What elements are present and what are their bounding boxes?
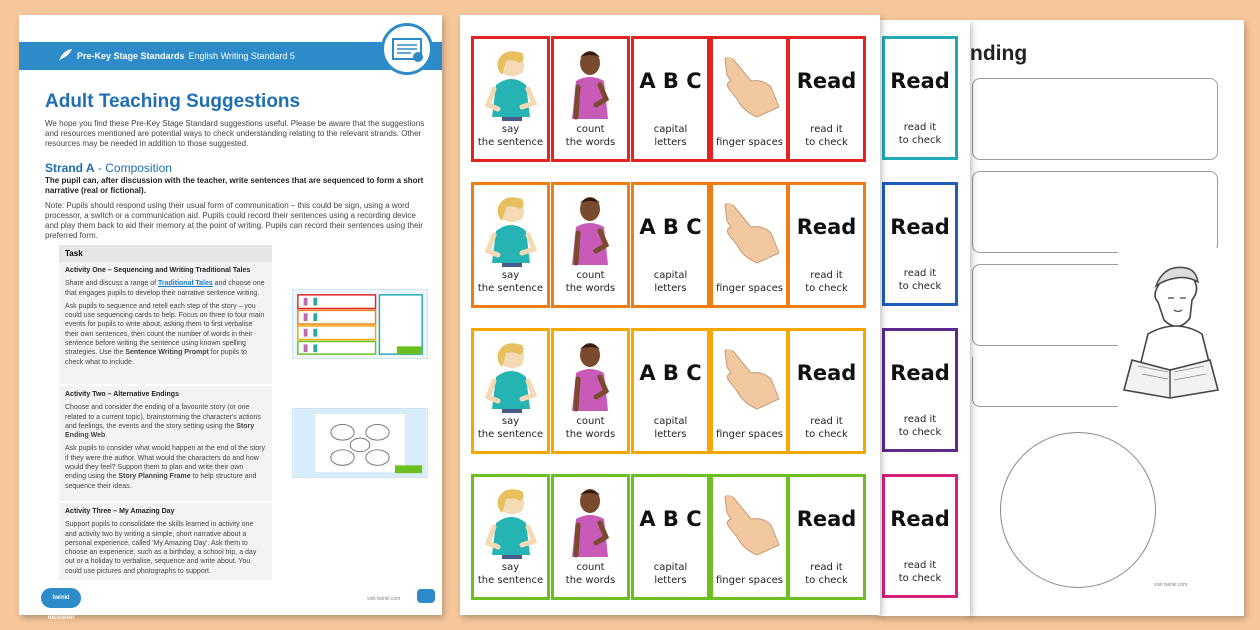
capital-letters-card (631, 36, 710, 162)
read-card-heading: Read (890, 361, 950, 385)
read-card (882, 182, 958, 306)
intro-paragraph: We hope you find these Pre-Key Stage Standard suggestions useful. Please be aware that the suggestions and resources mentioned are potential ways to check understanding relating to the relevant strands. Other resources may be needed in addition to those suggested. (45, 119, 425, 148)
count-card (551, 36, 630, 162)
capital-letters-card-heading: A B C (639, 507, 702, 531)
boy-counting-icon (554, 191, 627, 267)
read-card-heading: Read (890, 215, 950, 239)
note-paragraph: Note: Pupils should respond using their usual form of communication – this could be sign, using a word processor, a switch or a communication aid. Pupils could record their sentences using a recording device and play them back to aid their memory at the point of writing. Pupils can record their sentences using their preferred form. (45, 201, 423, 240)
header-standard-subject: English Writing Standard 5 (188, 51, 295, 61)
writing-badge-icon (381, 23, 433, 75)
finger-spaces-card-label: finger spaces (716, 575, 783, 586)
finger-spaces-card-label: finger spaces (716, 283, 783, 294)
count-card-label: count the words (565, 124, 616, 148)
read-card-label: read it to check (898, 122, 942, 146)
count-card-label: count the words (565, 416, 616, 440)
say-card-label: say the sentence (477, 124, 544, 148)
story-ending-web-thumbnail (292, 408, 428, 478)
finger-spaces-card-label: finger spaces (716, 137, 783, 148)
header-standard-name: Pre-Key Stage Standards (77, 51, 185, 61)
capital-letters-card (631, 328, 710, 454)
boy-counting-icon (554, 337, 627, 413)
activity-two-text-1 (65, 403, 266, 440)
girl-speaking-icon (474, 45, 547, 121)
activity-one (59, 262, 272, 384)
read-card-heading: Read (890, 69, 950, 93)
read-card-label: read it to check (805, 416, 848, 440)
activity-two-text-1a: Choose and consider the ending of a favourite story (or one related to a current topic), brainstorming the character's actions and feelings, the events and the story setting using the (65, 404, 261, 430)
read-card-label: read it to check (898, 560, 942, 584)
read-card-label: read it to check (805, 270, 848, 294)
activity-one-text-1a: Share and discuss a range of (65, 280, 159, 288)
activity-three-text: Support pupils to consolidate the skills learned in activity one and activity two by writing a simple, short narrative about a personal experience, called 'My Amazing Day'. Ask them to choose an experience, such as a birthday, a school trip, a day out or a holiday to verbalise, sequence and write about. You could use pictures and photographs to support. (65, 521, 257, 575)
story-ending-web-ref: Story Ending Web (65, 422, 255, 440)
activity-one-text-1 (65, 279, 266, 298)
activity-one-title: Activity One – Sequencing and Writing Traditional Tales (65, 267, 251, 274)
read-card (882, 36, 958, 160)
capital-letters-card (631, 474, 710, 600)
activity-one-text-2a: Ask pupils to sequence and retell each step of the story – you could use sequencing cards to help. Focus on three to four main events for pupils to write about, asking them to first verbalise their own sentences, then count the number of words in their sentence before writing the sentence using known spelling strategies. Use the (65, 302, 265, 357)
finger-spaces-card (710, 474, 789, 600)
strand-description: The pupil can, after discussion with the teacher, write sentences that are sequenced to form a short narrative (real or fictional). (45, 176, 424, 195)
read-card-label: read it to check (805, 562, 848, 586)
finger-pointing-icon (713, 337, 786, 413)
reading-boy-illustration (1118, 248, 1230, 408)
footer-url: visit twinkl.com (367, 596, 401, 602)
say-card-label: say the sentence (477, 562, 544, 586)
capital-letters-card-heading: A B C (639, 215, 702, 239)
activity-two-title: Activity Two – Alternative Endings (65, 391, 179, 398)
strand-name: - Composition (94, 161, 172, 175)
say-card-label: say the sentence (477, 270, 544, 294)
say-card (471, 328, 550, 454)
read-card-heading: Read (796, 361, 857, 385)
girl-speaking-icon (474, 191, 547, 267)
boy-counting-icon (554, 45, 627, 121)
twinkl-inclusion-logo (41, 588, 81, 621)
read-card (882, 474, 958, 598)
capital-letters-card-label: capital letters (653, 270, 688, 294)
activity-two-text-2 (65, 444, 266, 490)
girl-speaking-icon (474, 483, 547, 559)
girl-speaking-icon (474, 337, 547, 413)
footer-url: visit twinkl.com (1154, 582, 1188, 588)
read-card (787, 182, 866, 308)
footer-logo-text: twinkl inclusion (47, 595, 75, 621)
read-card (787, 328, 866, 454)
activity-two-text-2b: to help structure and sequence their ideas. (65, 473, 257, 490)
say-card (471, 182, 550, 308)
read-card-heading: Read (890, 507, 950, 531)
finger-spaces-card (710, 328, 789, 454)
story-ending-sheet (968, 20, 1244, 616)
read-card-strip (878, 20, 970, 616)
story-box (972, 171, 1218, 253)
sentence-writing-prompt-ref: Sentence Writing Prompt (125, 349, 209, 357)
read-card-label: read it to check (805, 124, 848, 148)
capital-letters-card-label: capital letters (653, 124, 688, 148)
twinkl-logo-icon (417, 589, 435, 603)
finger-spaces-card (710, 182, 789, 308)
activity-one-text-2 (65, 302, 266, 367)
page-title: Adult Teaching Suggestions (45, 91, 301, 112)
traditional-tales-link[interactable]: Traditional Tales (158, 280, 213, 288)
count-card (551, 182, 630, 308)
count-card-label: count the words (565, 562, 616, 586)
read-card-heading: Read (796, 507, 857, 531)
finger-pointing-icon (713, 483, 786, 559)
finger-spaces-card (710, 36, 789, 162)
capital-letters-card-label: capital letters (653, 416, 688, 440)
finger-spaces-card-label: finger spaces (716, 429, 783, 440)
sentence-cards-thumbnail (292, 289, 428, 359)
read-card (882, 328, 958, 452)
say-card-label: say the sentence (477, 416, 544, 440)
read-card-heading: Read (796, 69, 857, 93)
capital-letters-card (631, 182, 710, 308)
read-card (787, 474, 866, 600)
table-header-task: Task (59, 245, 272, 262)
read-card-heading: Read (796, 215, 857, 239)
count-card (551, 474, 630, 600)
strand-label: Strand A (45, 161, 95, 175)
activity-two-text-1b: . (105, 432, 108, 440)
strand-heading (45, 161, 172, 175)
capital-letters-card-heading: A B C (639, 361, 702, 385)
activity-two (59, 386, 272, 501)
read-card (787, 36, 866, 162)
ending-circle (1000, 432, 1156, 588)
activity-three (59, 503, 272, 580)
boy-counting-icon (554, 483, 627, 559)
capital-letters-card-heading: A B C (639, 69, 702, 93)
count-card-label: count the words (565, 270, 616, 294)
standards-header-bar (19, 42, 442, 70)
finger-pointing-icon (713, 191, 786, 267)
story-ending-title: nding (970, 42, 1028, 65)
read-card-label: read it to check (898, 414, 942, 438)
finger-pointing-icon (713, 45, 786, 121)
writing-prompt-cards-sheet (460, 15, 880, 615)
teaching-suggestions-sheet (19, 15, 442, 621)
say-card (471, 36, 550, 162)
task-table (59, 245, 441, 580)
count-card (551, 328, 630, 454)
feather-icon (57, 48, 73, 62)
activity-three-title: Activity Three – My Amazing Day (65, 508, 175, 515)
activity-one-text-2b: for pupils to check what to include. (65, 349, 247, 366)
say-card (471, 474, 550, 600)
activity-two-text-2a: Ask pupils to consider what would happen at the end of the story if they were the author. What would the characters do and how would they feel? Support them to plan and write their own ending using the (65, 445, 266, 481)
story-box (972, 78, 1218, 160)
capital-letters-card-label: capital letters (653, 562, 688, 586)
story-planning-frame-ref: Story Planning Frame (118, 473, 191, 481)
activity-one-text-1b: and choose one that engages pupils to develop their narrative sentence writing. (65, 280, 265, 297)
read-card-label: read it to check (898, 268, 942, 292)
